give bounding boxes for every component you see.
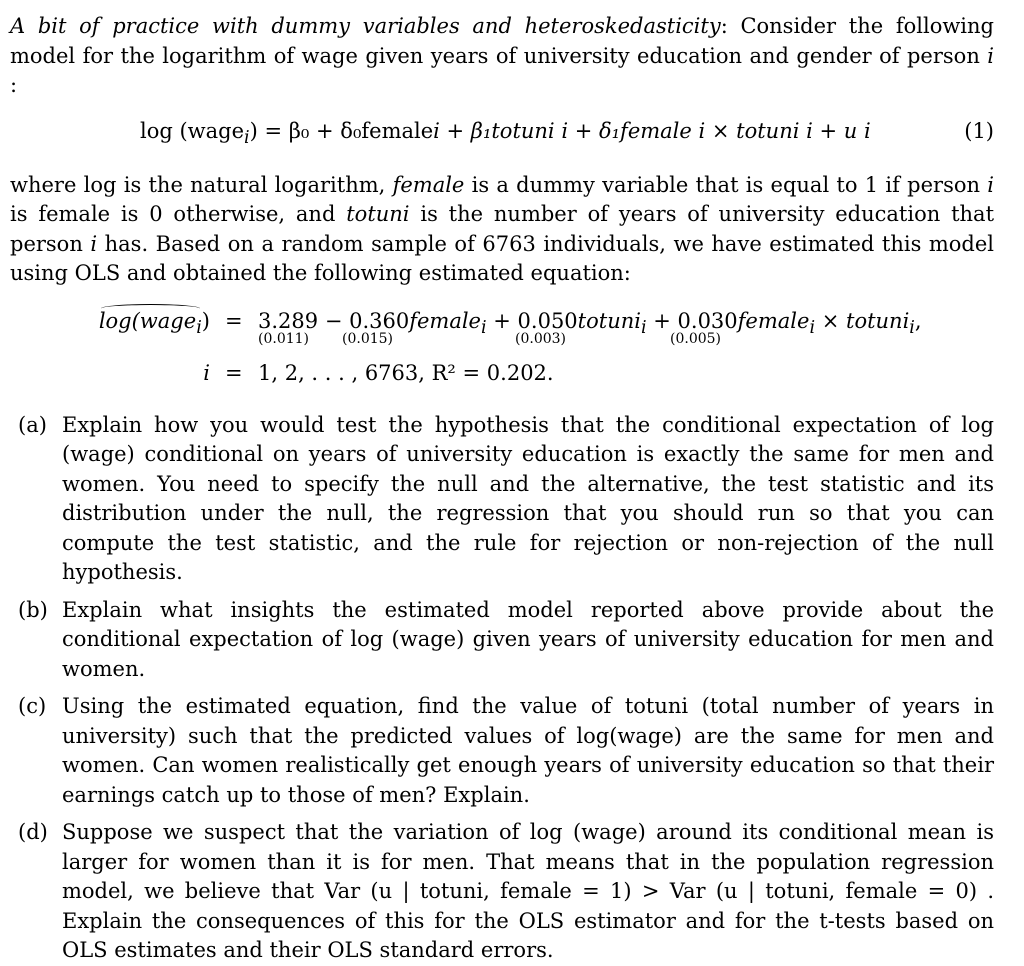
- est-intercept: 3.289: [258, 308, 319, 333]
- model-eq-lhs-sub: i: [244, 127, 250, 148]
- def-t2: is a dummy variable that is equal to 1 if person: [464, 172, 988, 197]
- equation-number: (1): [964, 118, 994, 143]
- model-equation-body: [140, 117, 871, 154]
- est-inter-female-sub: i: [809, 317, 816, 338]
- est-inter-coef: + 0.030: [653, 308, 738, 333]
- question-text: Explain what insights the estimated model reported above provide about the conditional expectation of log (wage) given years of university education for men and women.: [62, 597, 994, 681]
- est-totuni-coef: + 0.050: [493, 308, 578, 333]
- est-lhs-close: ): [201, 308, 210, 333]
- intro-text: : Consider the following model for the logarithm of wage given years of university education and gender of person: [10, 14, 994, 68]
- est-row2-lhs: i: [203, 360, 210, 385]
- se-totuni: (0.003): [515, 330, 567, 347]
- question-d: [10, 818, 994, 966]
- def-i-2: i: [90, 231, 98, 256]
- estimated-row-1: [10, 307, 990, 357]
- question-label: (a): [18, 412, 47, 437]
- question-text: Using the estimated equation, find the value of totuni (total number of years in university) such that the predicted values of log(wage) are the same for men and women. Can women realistically get enough years of university education so that their earnings catch up to those of men? Explain.: [62, 694, 994, 807]
- def-t5: has. Based on a random sample of 6763 individuals, we have estimated this model using OLS and obtained the following estimated equation:: [10, 231, 995, 285]
- def-i-1: i: [987, 172, 994, 197]
- question-c: [10, 692, 994, 810]
- est-eq-sign: =: [225, 308, 243, 333]
- question-label: (b): [18, 597, 48, 622]
- est-inter-totuni-sub: i: [909, 317, 915, 338]
- est-inter-totuni: totuni: [846, 308, 910, 333]
- est-row2-eq-sign: =: [225, 360, 243, 385]
- est-rhs: 3.289 − 0.360female$_i$ + 0.050totuni$_i$ + 0.030female$_i$ × totuni$_i$,: [258, 308, 922, 338]
- se-intercept: (0.011): [258, 330, 310, 347]
- est-lhs-text: log(wage: [98, 308, 197, 333]
- estimated-equation: [10, 299, 994, 395]
- model-eq-rest: i + β₁totuni i + δ₁female i × totuni i + u i: [433, 118, 871, 143]
- model-eq-lhs: log (wage: [140, 118, 245, 143]
- est-totuni-var: totuni: [577, 308, 641, 333]
- est-lhs-sub: i: [196, 317, 202, 338]
- def-totuni: totuni: [346, 202, 410, 226]
- intro-var-i: i: [987, 43, 994, 68]
- est-lhs-hat: [99, 307, 202, 344]
- question-text: Explain how you would test the hypothesis that the conditional expectation of log (wage) conditional on years of university education is exactly the same for men and women. You need to specify the null and the alternative, the test statistic and its distribution under the null, the regression that you should run so that you can compute the test statistic, and the rule for rejection or non-rejection of the null hypothesis.: [62, 412, 994, 584]
- question-a: [10, 411, 994, 588]
- est-female-coef: − 0.360: [324, 308, 410, 333]
- se-female: (0.015): [342, 330, 394, 347]
- question-label: (c): [18, 694, 47, 718]
- def-female: female: [392, 172, 465, 197]
- se-interaction: (0.005): [670, 330, 722, 347]
- def-t3: is female is 0 otherwise, and: [10, 202, 347, 226]
- intro-paragraph: [10, 12, 994, 101]
- est-row2-rhs: 1, 2, . . . , 6763, R² = 0.202.: [258, 360, 554, 385]
- question-b: [10, 596, 994, 685]
- question-text: Suppose we suspect that the variation of log (wage) around its conditional mean is larger for women than it is for men. That means that in the population regression model, we believe that Var (u | totuni, female = 1) > Var (u | totuni, female = 0) . Explain the consequences of this for the OLS estimator and for the t-tests based on OLS estimates and their OLS standard errors.: [62, 820, 994, 962]
- est-inter-female: female: [737, 308, 810, 333]
- intro-colon: :: [10, 73, 18, 97]
- intro-title: A bit of practice with dummy variables and heteroskedasticity: [10, 14, 721, 38]
- model-eq-rhs: ) = β₀ + δ₀female: [249, 118, 434, 143]
- est-totuni-sub: i: [640, 317, 647, 338]
- estimated-row-2: [10, 359, 990, 391]
- definitions-paragraph: [10, 171, 994, 289]
- est-lhs: [10, 307, 210, 344]
- question-list: [10, 411, 994, 966]
- est-female-sub: i: [480, 317, 487, 338]
- est-female-var: female: [409, 308, 481, 333]
- model-equation: [10, 117, 994, 157]
- def-t4: is the number of years of university education that person: [10, 202, 995, 256]
- question-label: (d): [18, 820, 48, 844]
- def-t1: where log is the natural logarithm,: [10, 172, 393, 197]
